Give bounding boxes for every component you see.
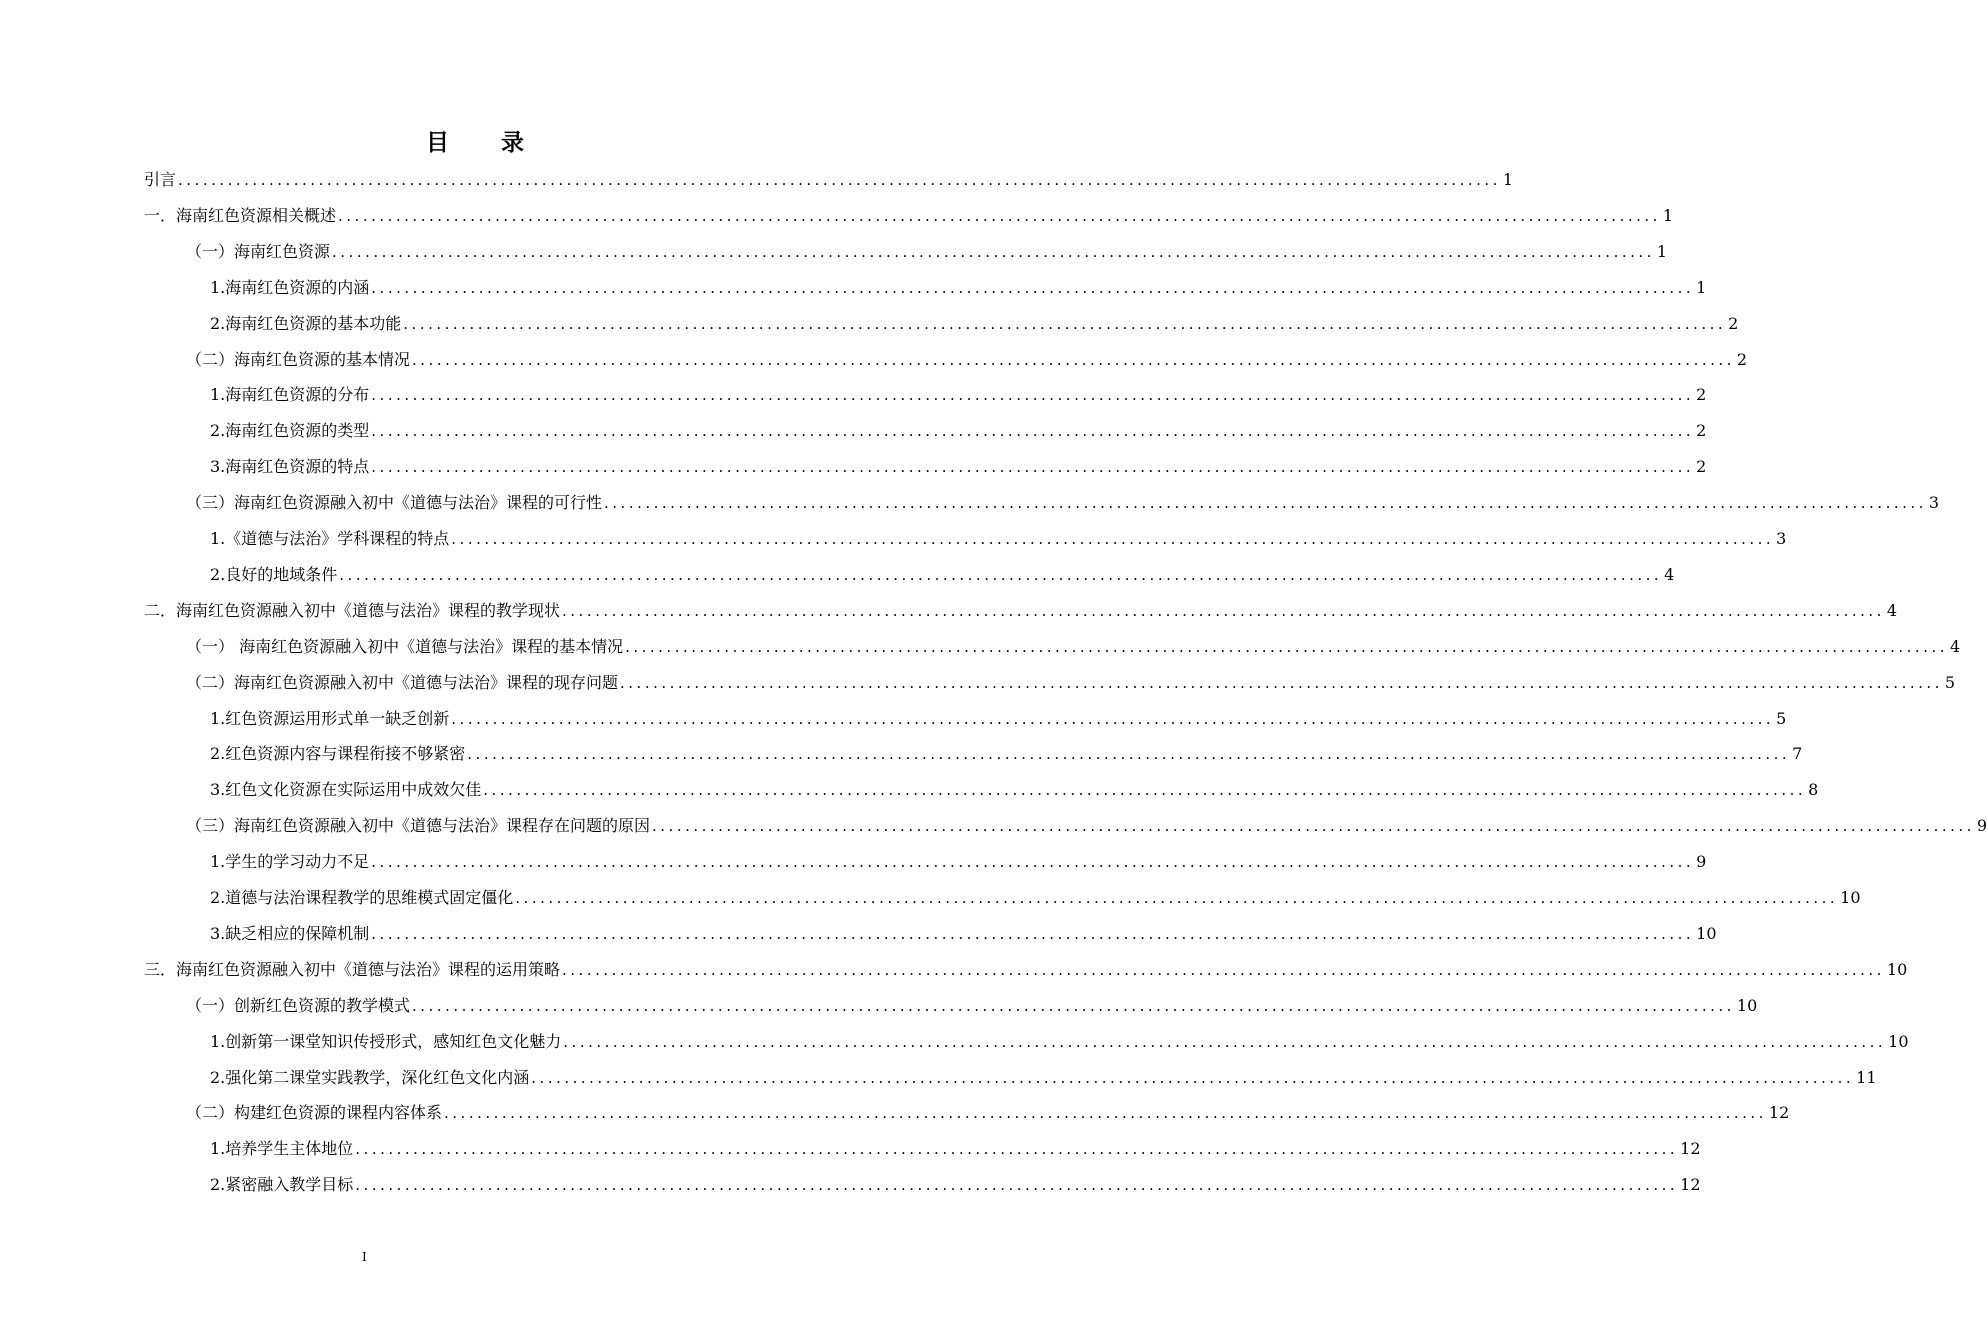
toc-entry-title: （二）海南红色资源融入初中《道德与法治》课程的现存问题 <box>186 672 619 692</box>
toc-entry-title: （三）海南红色资源融入初中《道德与法治》课程存在问题的原因 <box>186 816 651 836</box>
toc-leader-dots: ................................................................................................................................................................ <box>451 530 1775 548</box>
toc-leader-dots: ................................................................................................................................................................ <box>355 1176 1679 1195</box>
toc-leader-dots: ................................................................................................................................................................ <box>563 1032 1887 1051</box>
toc-leader-dots: ................................................................................................................................................................ <box>332 242 1655 261</box>
toc-entry-page-number: 2 <box>1696 385 1707 405</box>
toc-entry[interactable] <box>144 593 1898 629</box>
toc-leader-dots: ................................................................................................................................................................ <box>403 314 1727 333</box>
toc-entry-page-number: 10 <box>1840 888 1861 907</box>
toc-entry-page-number: 5 <box>1944 672 1956 692</box>
toc-entry[interactable] <box>186 629 1961 665</box>
toc-entry-title: 3.红色文化资源在实际运用中成效欠佳 <box>210 780 482 800</box>
toc-entry-title: 引言 <box>144 170 177 189</box>
toc-leader-dots: ................................................................................................................................................................ <box>562 601 1885 620</box>
toc-entry-page-number: 9 <box>1696 852 1707 872</box>
toc-entry-page-number: 3 <box>1928 493 1940 513</box>
toc-leader-dots: ................................................................................................................................................................ <box>515 889 1839 907</box>
toc-entry-page-number: 2 <box>1728 313 1739 333</box>
toc-entry-title: 2.海南红色资源的类型 <box>210 421 370 441</box>
toc-entry[interactable] <box>210 1060 1877 1096</box>
toc-entry-page-number: 9 <box>1976 816 1987 836</box>
toc-entry-page-number: 3 <box>1776 529 1787 548</box>
toc-entry-title: 1.海南红色资源的分布 <box>210 385 370 405</box>
toc-entry-title: 1.培养学生主体地位 <box>210 1139 354 1159</box>
toc-entry[interactable] <box>144 198 1674 234</box>
toc-entry-page-number: 11 <box>1856 1067 1877 1087</box>
toc-entry-title: （二）海南红色资源的基本情况 <box>186 349 411 369</box>
toc-entry-page-number: 2 <box>1696 421 1707 441</box>
toc-entry-title: （二）构建红色资源的课程内容体系 <box>186 1103 443 1123</box>
toc-leader-dots: ................................................................................................................................................................ <box>371 924 1695 943</box>
toc-entry-page-number: 4 <box>1664 564 1675 584</box>
toc-entry-title: 1.红色资源运用形式单一缺乏创新 <box>210 708 450 728</box>
toc-entry[interactable] <box>210 880 1861 916</box>
toc-entry[interactable] <box>186 808 1987 844</box>
toc-leader-dots: ................................................................................................................................................................ <box>371 853 1695 872</box>
toc-entry-title: 三．海南红色资源融入初中《道德与法治》课程的运用策略 <box>144 959 561 979</box>
toc-entry-title: 1.学生的学习动力不足 <box>210 852 370 872</box>
toc-entry-page-number: 7 <box>1792 744 1803 764</box>
toc-entry-page-number: 12 <box>1768 1103 1790 1123</box>
toc-entry-page-number: 10 <box>1696 923 1717 943</box>
toc-leader-dots: ................................................................................................................................................................ <box>339 565 1663 584</box>
toc-entry[interactable] <box>210 916 1717 952</box>
toc-entry-title: 1.海南红色资源的内涵 <box>210 277 370 297</box>
toc-entry-title: 2.强化第二课堂实践教学，深化红色文化内涵 <box>210 1067 530 1087</box>
toc-entry-page-number: 1 <box>1502 170 1514 189</box>
toc-leader-dots: ................................................................................................................................................................ <box>371 458 1695 477</box>
toc-entry-page-number: 12 <box>1680 1139 1701 1159</box>
toc-entry[interactable] <box>210 306 1739 342</box>
toc-entry-title: 一．海南红色资源相关概述 <box>144 205 337 225</box>
toc-entry-title: （一）海南红色资源 <box>186 241 331 261</box>
toc-entry[interactable] <box>210 413 1707 449</box>
toc-entry-title: 1.《道德与法治》学科课程的特点 <box>210 529 450 548</box>
toc-entry[interactable] <box>210 449 1707 485</box>
toc-entry[interactable] <box>186 988 1758 1024</box>
toc-entry[interactable] <box>210 1131 1701 1167</box>
toc-entry-page-number: 4 <box>1949 636 1961 656</box>
toc-entry-page-number: 10 <box>1736 995 1758 1015</box>
toc-entry-title: 2.良好的地域条件 <box>210 564 338 584</box>
toc-leader-dots: ................................................................................................................................................................ <box>412 996 1735 1015</box>
toc-leader-dots: ................................................................................................................................................................ <box>625 637 1948 656</box>
toc-entry-page-number: 1 <box>1662 205 1674 225</box>
toc-entry[interactable] <box>210 736 1803 772</box>
toc-entry-title: 2.红色资源内容与课程衔接不够紧密 <box>210 744 466 764</box>
toc-entry[interactable] <box>210 557 1675 593</box>
toc-leader-dots: ................................................................................................................................................................ <box>412 350 1735 369</box>
toc-entry-title: 3.海南红色资源的特点 <box>210 457 370 477</box>
toc-entry[interactable] <box>186 342 1748 378</box>
toc-entry[interactable] <box>210 270 1707 306</box>
toc-entry-title: 1.创新第一课堂知识传授形式，感知红色文化魅力 <box>210 1031 562 1051</box>
toc-entry-title: 2.紧密融入教学目标 <box>210 1175 354 1195</box>
toc-leader-dots: ................................................................................................................................................................ <box>620 673 1943 692</box>
toc-entry-page-number: 2 <box>1736 349 1748 369</box>
toc-entry-title: （一） 海南红色资源融入初中《道德与法治》课程的基本情况 <box>186 636 624 656</box>
toc-leader-dots: ................................................................................................................................................................ <box>371 278 1695 297</box>
toc-entry[interactable] <box>210 1167 1701 1203</box>
toc-entry-page-number: 1 <box>1696 277 1707 297</box>
toc-entry-page-number: 10 <box>1886 959 1908 979</box>
toc-entry[interactable] <box>186 234 1668 270</box>
toc-entry-page-number: 1 <box>1656 241 1668 261</box>
toc-entry[interactable] <box>210 377 1707 413</box>
toc-entry-title: 3.缺乏相应的保障机制 <box>210 923 370 943</box>
toc-leader-dots: ................................................................................................................................................................ <box>444 1104 1767 1123</box>
toc-entry[interactable] <box>210 772 1819 808</box>
toc-entry-page-number: 5 <box>1776 708 1787 728</box>
toc-entry[interactable] <box>210 701 1787 737</box>
toc-title: 目 录 <box>425 129 546 156</box>
toc-leader-dots: ................................................................................................................................................................ <box>562 960 1885 979</box>
toc-leader-dots: ................................................................................................................................................................ <box>338 206 1661 225</box>
toc-entry[interactable] <box>186 485 1940 521</box>
toc-entry[interactable] <box>210 844 1707 880</box>
toc-entry-title: 二．海南红色资源融入初中《道德与法治》课程的教学现状 <box>144 600 561 620</box>
toc-entry[interactable] <box>186 665 1956 701</box>
toc-entry-title: （一）创新红色资源的教学模式 <box>186 995 411 1015</box>
toc-leader-dots: ................................................................................................................................................................ <box>483 781 1807 800</box>
toc-leader-dots: ................................................................................................................................................................ <box>371 386 1695 405</box>
toc-entry-page-number: 8 <box>1808 780 1819 800</box>
toc-entry-title: 2.道德与法治课程教学的思维模式固定僵化 <box>210 888 514 907</box>
toc-leader-dots: ................................................................................................................................................................ <box>531 1068 1855 1087</box>
toc-entry-page-number: 12 <box>1680 1175 1701 1195</box>
toc-entry[interactable] <box>210 1024 1909 1060</box>
toc-entry-page-number: 2 <box>1696 457 1707 477</box>
toc-leader-dots: ................................................................................................................................................................ <box>371 422 1695 441</box>
toc-entry-title: 2.海南红色资源的基本功能 <box>210 313 402 333</box>
toc-entry-page-number: 10 <box>1888 1031 1909 1051</box>
toc-leader-dots: ................................................................................................................................................................ <box>467 745 1791 764</box>
page-number-footer: I <box>362 1250 367 1264</box>
toc-leader-dots: ................................................................................................................................................................ <box>178 171 1501 189</box>
toc-entry[interactable] <box>144 952 1908 988</box>
toc-leader-dots: ................................................................................................................................................................ <box>652 817 1975 836</box>
toc-entry[interactable] <box>210 521 1787 557</box>
toc-entry[interactable] <box>186 1095 1790 1131</box>
toc-entry[interactable] <box>144 162 1514 198</box>
toc-entry-title: （三）海南红色资源融入初中《道德与法治》课程的可行性 <box>186 493 603 513</box>
toc-entry-page-number: 4 <box>1886 600 1898 620</box>
toc-leader-dots: ................................................................................................................................................................ <box>355 1140 1679 1159</box>
toc-leader-dots: ................................................................................................................................................................ <box>604 494 1927 513</box>
toc-leader-dots: ................................................................................................................................................................ <box>451 709 1775 728</box>
